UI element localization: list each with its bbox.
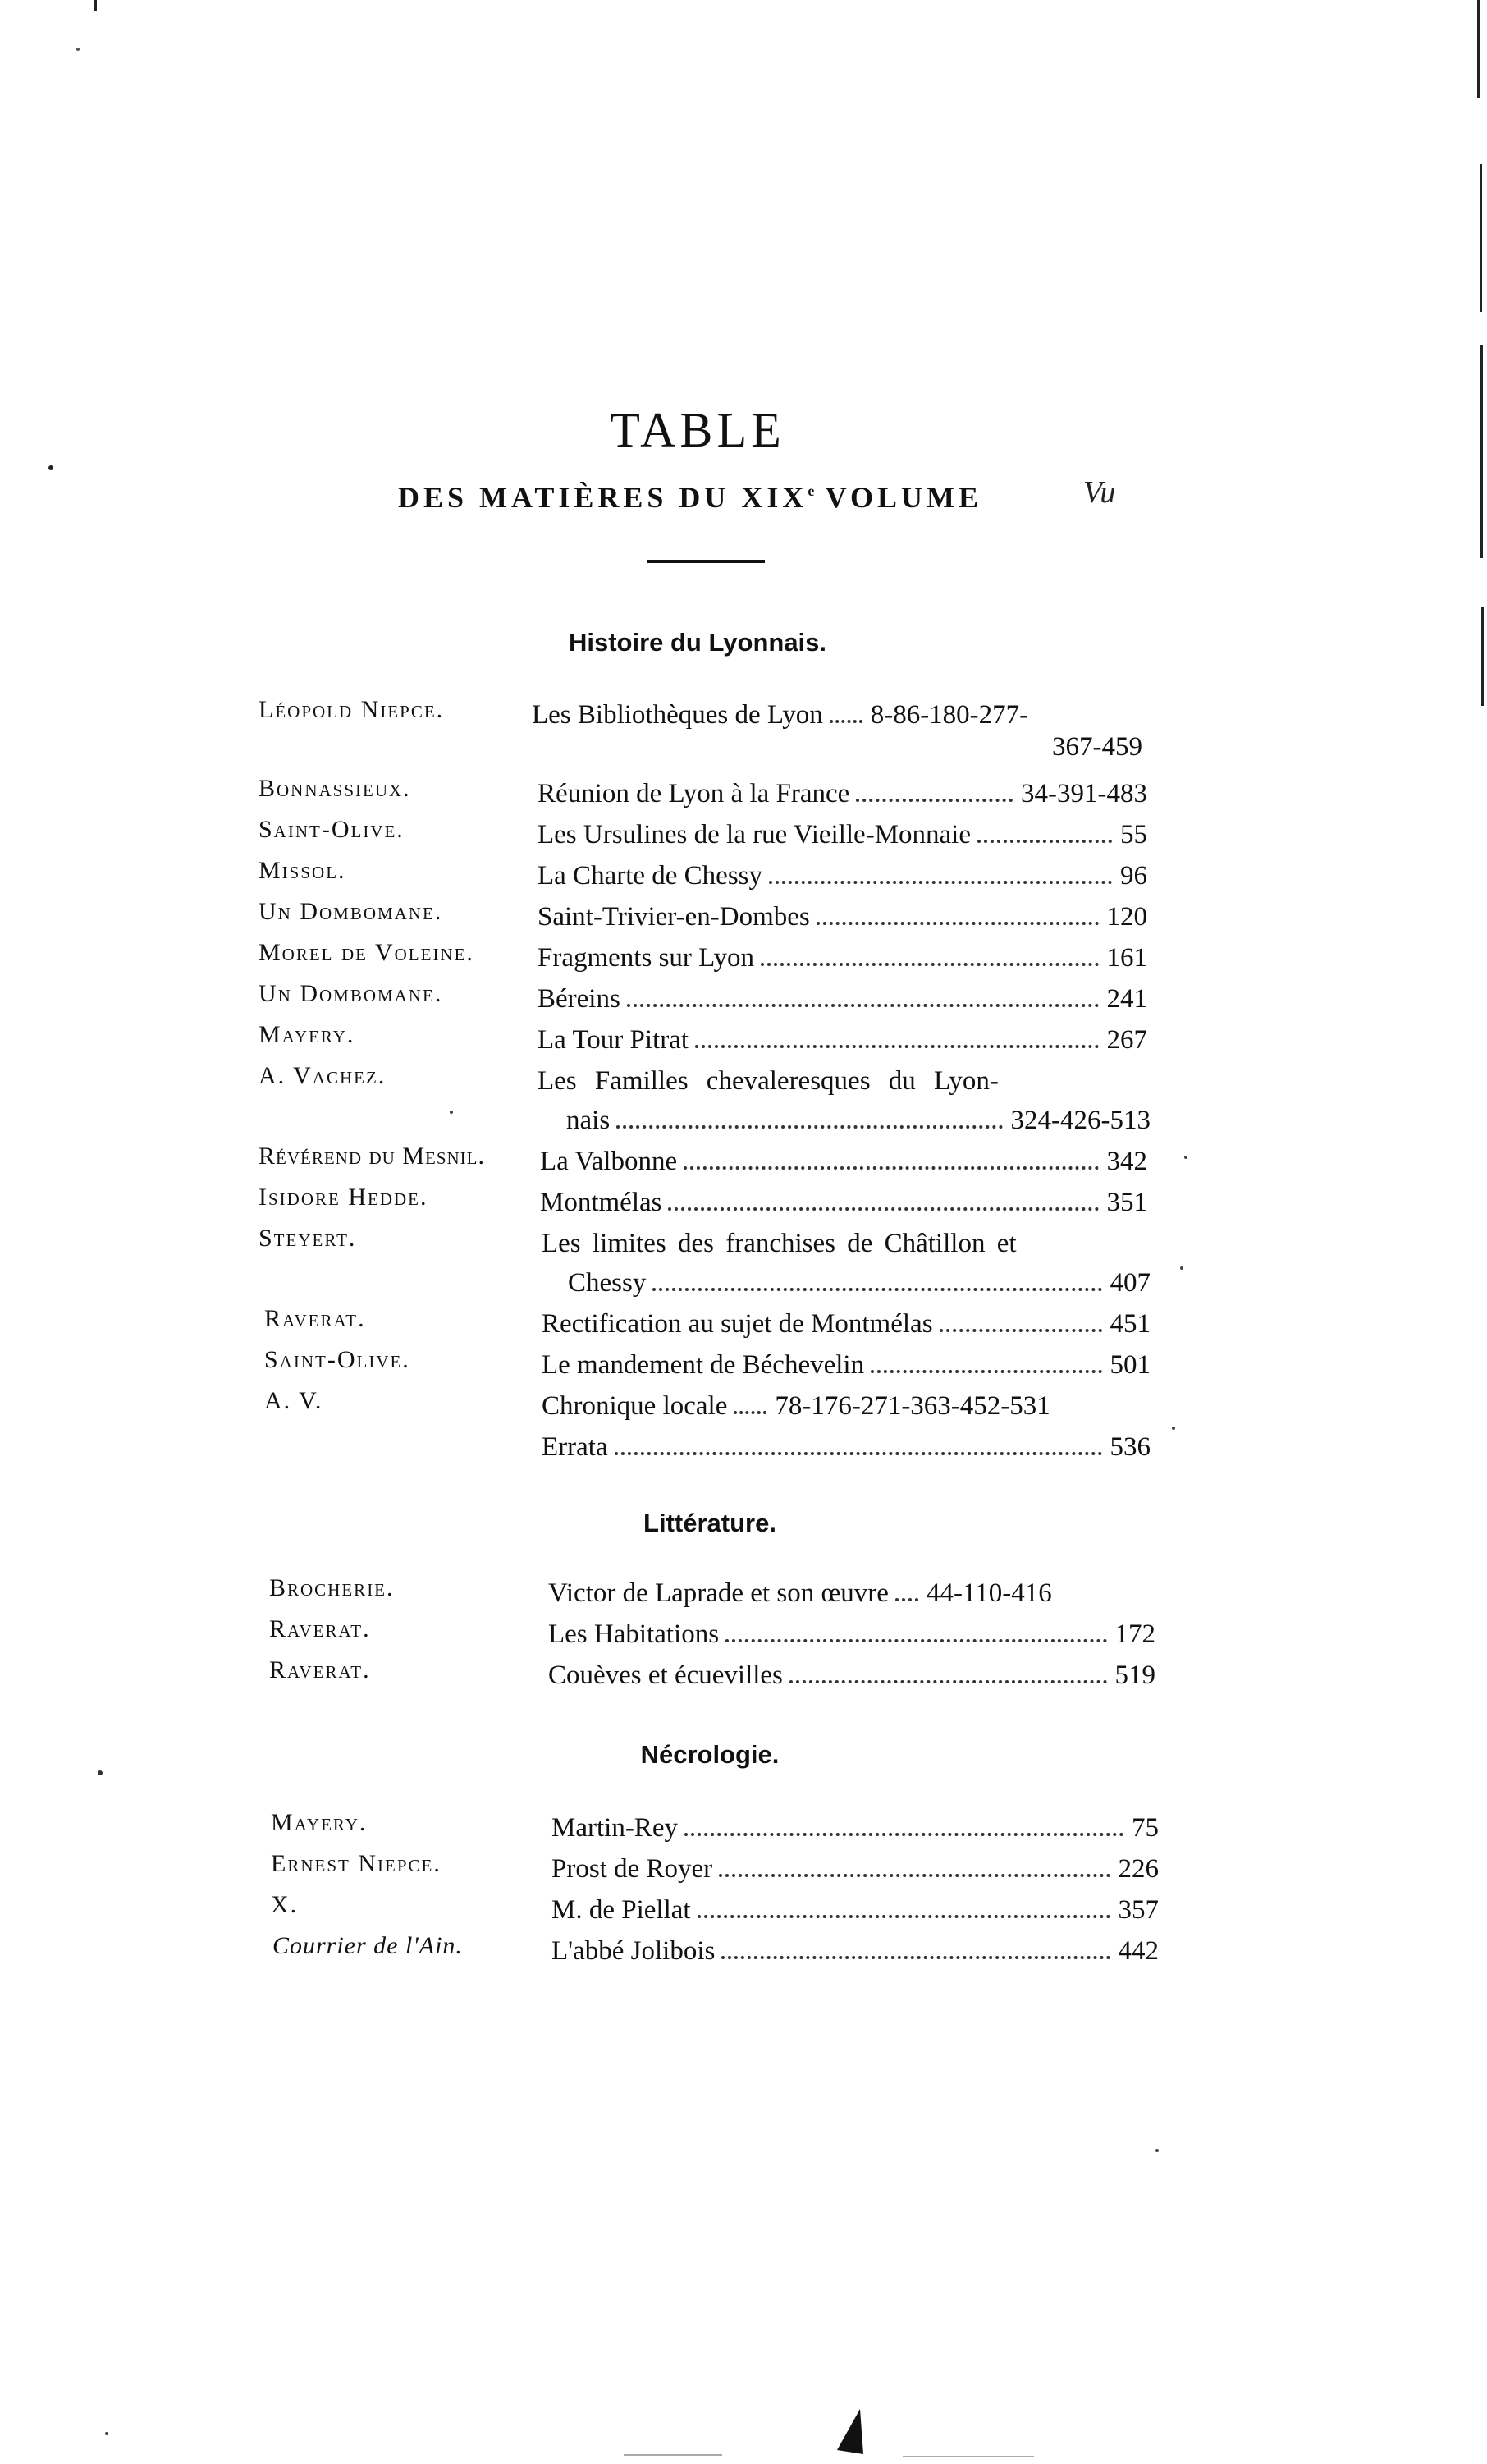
entry-title: Montmélas <box>540 1188 662 1217</box>
section-title-necrologie: Nécrologie. <box>640 1740 780 1769</box>
entry-title-line <box>551 1804 1159 1843</box>
entry-author: Raverat. <box>269 1615 371 1642</box>
toc-entry <box>0 975 1487 1014</box>
entry-title-line <box>551 1886 1159 1926</box>
entry-pages: 407 <box>1110 1268 1151 1298</box>
toc-entry <box>0 1016 1487 1056</box>
dot-leader <box>761 963 1099 966</box>
entry-author: Mayery. <box>259 1021 355 1048</box>
entry-author: X. <box>271 1891 299 1918</box>
dot-leader <box>616 1125 1002 1129</box>
entry-title-line <box>538 770 1147 809</box>
entry-pages: 34-391-483 <box>1021 779 1147 808</box>
toc-entry <box>0 691 1487 730</box>
entry-title: Errata <box>542 1432 608 1462</box>
toc-entry <box>0 770 1487 809</box>
entry-author: Un Dombomane. <box>259 898 443 925</box>
entry-title-line <box>548 1569 1155 1609</box>
dot-leader <box>668 1207 1098 1211</box>
entry-title-line-continued <box>568 1259 1151 1298</box>
entry-title-line <box>538 1057 1063 1097</box>
entry-pages: 241 <box>1106 984 1147 1014</box>
entry-title-line <box>542 1300 1151 1340</box>
dot-leader <box>695 1045 1098 1048</box>
subtitle-end: VOLUME <box>814 481 983 514</box>
entry-title: Martin-Rey <box>551 1813 678 1843</box>
entry-author: Révérend du Mesnil. <box>259 1143 485 1170</box>
entry-author: Bonnassieux. <box>259 775 411 802</box>
page-title: TABLE <box>610 403 785 457</box>
entry-title: Prost de Royer <box>551 1854 713 1884</box>
entry-title: Réunion de Lyon à la France <box>538 779 850 808</box>
entry-title: M. de Piellat <box>551 1895 691 1925</box>
section-title-histoire: Histoire du Lyonnais. <box>568 628 827 657</box>
entry-title: Le mandement de Béchevelin <box>542 1350 865 1380</box>
entry-title-line <box>540 1138 1147 1177</box>
entry-title-continued: nais <box>566 1106 611 1135</box>
toc-entry <box>0 1138 1487 1177</box>
entry-title-line <box>538 934 1147 973</box>
entry-title-line <box>551 1927 1159 1967</box>
toc-entry <box>0 1220 1487 1259</box>
dot-leader <box>684 1833 1123 1836</box>
entry-title-line <box>538 811 1147 850</box>
page-subtitle <box>398 480 982 515</box>
entry-pages: 78-176-271-363-452-531 <box>775 1391 1050 1421</box>
entry-title-continued: Chessy <box>568 1268 647 1298</box>
entry-title-line <box>548 1651 1155 1691</box>
entry-pages: 8-86-180-277- <box>870 700 1029 730</box>
entry-author: Ernest Niepce. <box>271 1850 442 1877</box>
entry-title: Béreins <box>538 984 620 1014</box>
entry-title: Les Familles chevaleresques du Lyon- <box>538 1066 999 1096</box>
entry-author: Saint-Olive. <box>259 816 405 843</box>
entry-title-line <box>542 1341 1151 1381</box>
dot-leader <box>856 799 1013 802</box>
entry-author: Saint-Olive. <box>264 1346 410 1373</box>
entry-title-line <box>551 1845 1159 1885</box>
dot-leader <box>734 1411 766 1414</box>
title-rule <box>647 560 765 563</box>
toc-entry <box>0 1423 1487 1463</box>
entry-pages: 501 <box>1110 1350 1151 1380</box>
dot-leader <box>977 840 1112 843</box>
dot-leader <box>789 1680 1107 1683</box>
entry-author: Brocherie. <box>269 1574 395 1601</box>
entry-title: La Valbonne <box>540 1147 678 1176</box>
dot-leader <box>719 1874 1110 1877</box>
toc-entry <box>0 1804 1487 1843</box>
entry-author: Raverat. <box>264 1305 366 1332</box>
toc-entry-continuation <box>0 1097 1487 1136</box>
entry-author: Raverat. <box>269 1656 371 1683</box>
entry-author: A. Vachez. <box>259 1062 387 1089</box>
toc-entry <box>0 811 1487 850</box>
dot-leader <box>721 1956 1110 1959</box>
dot-leader <box>817 922 1099 925</box>
entry-pages: 351 <box>1106 1188 1147 1217</box>
entry-pages-continued: 367-459 <box>1052 732 1142 762</box>
entry-pages: 161 <box>1106 943 1147 973</box>
entry-title: L'abbé Jolibois <box>551 1936 716 1966</box>
entry-title-line <box>548 1610 1155 1650</box>
entry-pages: 44-110-416 <box>926 1578 1052 1608</box>
toc-entry <box>0 1845 1487 1885</box>
entry-author: Mayery. <box>271 1809 368 1836</box>
entry-title: La Tour Pitrat <box>538 1025 689 1055</box>
entry-title: Chronique locale <box>542 1391 728 1421</box>
entry-title: Couèves et écuevilles <box>548 1660 783 1690</box>
entry-pages: 324-426-513 <box>1010 1106 1151 1135</box>
dot-leader <box>698 1915 1110 1918</box>
entry-title-line <box>542 1220 1116 1259</box>
toc-entry <box>0 1886 1487 1926</box>
entry-pages: 120 <box>1106 902 1147 932</box>
entry-pages: 536 <box>1110 1432 1151 1462</box>
toc-entry <box>0 893 1487 932</box>
entry-title-line <box>542 1423 1151 1463</box>
entry-author: A. V. <box>264 1387 323 1414</box>
entry-author: Courrier de l'Ain. <box>272 1932 463 1959</box>
toc-entry <box>0 1179 1487 1218</box>
handwritten-note: Vu <box>1083 475 1116 510</box>
entry-pages: 442 <box>1118 1936 1159 1966</box>
entry-pages: 267 <box>1106 1025 1147 1055</box>
toc-entry <box>0 1300 1487 1340</box>
dot-leader <box>871 1370 1101 1373</box>
entry-title: Rectification au sujet de Montmélas <box>542 1309 933 1339</box>
dot-leader <box>615 1452 1102 1455</box>
toc-entry <box>0 1651 1487 1691</box>
entry-author: Un Dombomane. <box>259 980 443 1007</box>
entry-title: La Charte de Chessy <box>538 861 763 891</box>
dot-leader <box>940 1329 1102 1332</box>
entry-author: Morel de Voleine. <box>259 939 474 966</box>
entry-pages: 451 <box>1110 1309 1151 1339</box>
entry-title: Saint-Trivier-en-Dombes <box>538 902 810 932</box>
dot-leader <box>627 1004 1099 1007</box>
entry-pages: 226 <box>1118 1854 1159 1884</box>
subtitle-main: DES MATIÈRES DU XIX <box>398 481 808 514</box>
entry-pages: 172 <box>1114 1619 1155 1649</box>
entry-title-line <box>538 893 1147 932</box>
toc-entry-continuation <box>0 727 1487 767</box>
entry-pages: 357 <box>1118 1895 1159 1925</box>
entry-title: Les limites des franchises de Châtillon et <box>542 1229 1017 1258</box>
entry-author: Steyert. <box>259 1225 357 1252</box>
dot-leader <box>725 1639 1106 1642</box>
toc-entry <box>0 1569 1487 1609</box>
entry-pages: 55 <box>1120 820 1147 850</box>
entry-title-line <box>538 1016 1147 1056</box>
entry-title-line <box>538 975 1147 1014</box>
dot-leader <box>684 1166 1098 1170</box>
toc-entry <box>0 1927 1487 1967</box>
entry-pages: 75 <box>1132 1813 1159 1843</box>
entry-author: Missol. <box>259 857 346 884</box>
dot-leader <box>895 1598 918 1601</box>
entry-title-line <box>540 1179 1147 1218</box>
entry-pages: 519 <box>1114 1660 1155 1690</box>
dot-leader <box>769 881 1112 884</box>
toc-entry <box>0 1610 1487 1650</box>
toc-entry <box>0 852 1487 891</box>
entry-title: Fragments sur Lyon <box>538 943 754 973</box>
entry-title-line-continued <box>566 1097 1151 1136</box>
section-title-litterature: Littérature. <box>643 1509 776 1537</box>
subtitle-superscript: e <box>808 483 815 499</box>
toc-entry-continuation <box>0 1259 1487 1298</box>
entry-pages: 96 <box>1120 861 1147 891</box>
entry-author: Isidore Hedde. <box>259 1184 428 1211</box>
entry-title: Les Bibliothèques de Lyon <box>532 700 823 730</box>
entry-title-line <box>542 1382 1151 1422</box>
dot-leader <box>830 720 862 723</box>
dot-leader <box>652 1288 1101 1291</box>
entry-title-line <box>538 852 1147 891</box>
entry-author: Léopold Niepce. <box>259 696 445 723</box>
entry-title: Les Ursulines de la rue Vieille-Monnaie <box>538 820 971 850</box>
toc-entry <box>0 934 1487 973</box>
toc-entry <box>0 1057 1487 1097</box>
toc-entry <box>0 1341 1487 1381</box>
entry-title: Les Habitations <box>548 1619 720 1649</box>
entry-title-line <box>532 691 1142 730</box>
toc-entry <box>0 1382 1487 1422</box>
entry-title: Victor de Laprade et son œuvre <box>548 1578 889 1608</box>
entry-pages: 342 <box>1106 1147 1147 1176</box>
